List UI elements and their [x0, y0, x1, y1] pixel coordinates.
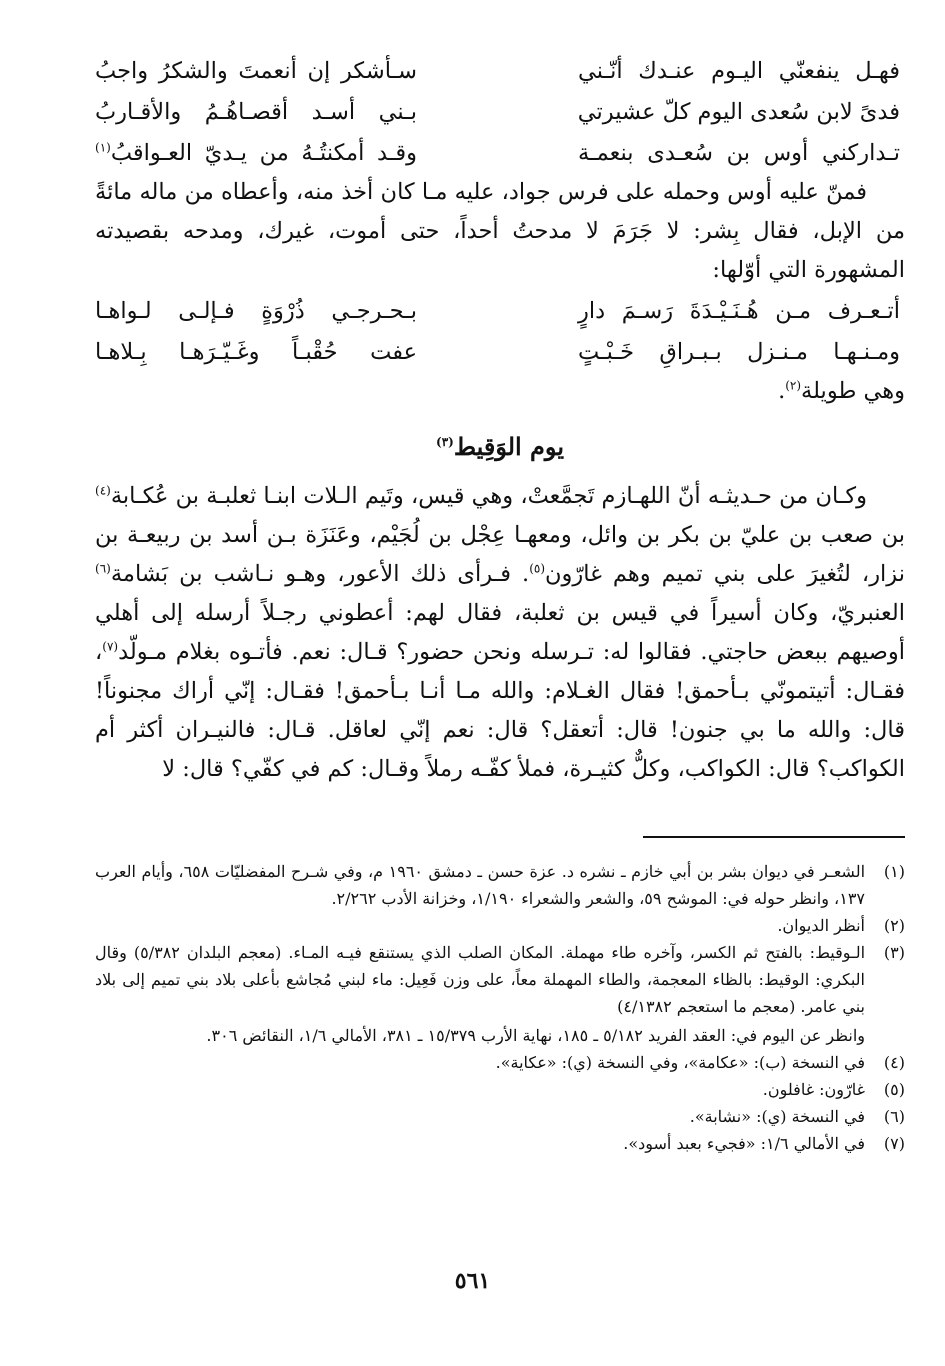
footnote-number: (٢)	[883, 916, 905, 935]
verse-line	[95, 132, 905, 173]
footnote	[95, 939, 905, 1020]
footnote-number: (١)	[883, 862, 905, 881]
footnote	[95, 912, 905, 939]
paragraph: فمنّ عليه أوس وحمله على فرس جواد، عليه مـا كان أخذ منه، وأعطاه من ماله مائةً من الإبل، فقال بِشر: لا جَرَمَ لا مدحتُ أحداً، حتى أموت، غيرك، ومدحه بقصيدته المشهورة التي أوّلها:	[95, 179, 905, 283]
paragraph	[95, 372, 905, 411]
footnote-number: (٤)	[883, 1053, 905, 1072]
verse-text: وقـد أمكنتُـهُ من يـديّ العـواقبُ	[110, 139, 417, 166]
verse-line	[95, 290, 905, 331]
footnote-text: في النسخة (ي): «نشابة».	[689, 1107, 865, 1126]
verse-second-hemistich: بـني أسـد أقصـاهُـمُ والأقـاربُ	[95, 98, 417, 125]
prose-block-1	[95, 173, 905, 290]
page-number: ٥٦١	[454, 1268, 491, 1294]
footnote-ref[interactable]: (٢)	[785, 378, 802, 393]
footnote-text: في النسخة (ب): «عكامة»، وفي النسخة (ي): «عكاية».	[495, 1053, 865, 1072]
verse-first-hemistich: فدىً لابن سُعدى اليوم كلّ عشيرتي	[577, 98, 900, 125]
footnote-ref[interactable]: (٥)	[529, 561, 546, 576]
verse-second-hemistich	[95, 140, 417, 166]
footnote-ref[interactable]: (١)	[95, 140, 111, 154]
footnote	[95, 858, 905, 912]
body-text: وكـان من حـديثـه أنّ اللهـازم تَجمَّعتْ، وهي قيس، وتَيم الـلات ابنـا ثعلبـة بن عُكـابة	[110, 483, 867, 509]
verse-second-hemistich: بـحـرجـي ذُرْوَةٍ فـإلـى لـواهـا	[95, 297, 417, 324]
verse-first-hemistich: فهـل ينفعنّي اليـوم عنـدك أنّـني	[578, 57, 900, 84]
heading-text: يوم الوَقِيط	[453, 432, 564, 461]
footnote	[95, 1130, 905, 1157]
footnote	[95, 1049, 905, 1076]
footnote-ref[interactable]: (٦)	[95, 561, 111, 576]
body-text: بن صعب بن عليّ بن بكر بن وائل، ومعهـا عِجْل بن لُجَيْم، وعَنَزَة بـن أسد بن ربيعـة بن نزار، لتُغيرَ على بني تميم وهم غارّون	[95, 522, 905, 587]
section-heading	[95, 427, 905, 467]
paragraph-text: وهي طويلة	[801, 378, 905, 404]
footnote-number: (٦)	[883, 1107, 905, 1126]
body-text: العنبريّ، وكان أسيراً في قيس بن ثعلبة، فقال لهم: أعطوني رجـلاً أرسله إلى أهلي أوصيهم ببعض حاجتي. فقالوا له: تـرسله ونحن حضور؟ قـال: نعم. فأتـوه بغلام مـولّد	[95, 600, 905, 665]
verse-first-hemistich: أتـعـرف مـن هُـنَـيْـدَةَ رَسـمَ دارٍ	[578, 297, 900, 324]
paragraph	[95, 477, 905, 789]
footnote-text: الشعـر في ديوان بشر بن أبي خازم ـ نشره د. عزة حسن ـ دمشق ١٩٦٠ م، وفي شـرح المفضليّات ٦٥٨، وأيام العرب ١٣٧، وانظر حوله في: الموشح ٥٩، والشعر والشعراء ١/١٩٠، وخزانة الأدب ٢/٢٦٢.	[95, 862, 866, 908]
footnote-text: الـوقيط: بالفتح ثم الكسر، وآخره طاء مهملة. المكان الصلب الذي يستنقع فيـه المـاء. (معجم البلدان ٥/٣٨٢) وقال البكري: الوقيط: بالظاء المعجمة، والطاء المهملة معاً، على وزن فَعِيل: ماء لبني مُجاشع بأعلى بلاد بني تميم إلى بلاد بني عامر. (معجم ما استعجم ٤/١٣٨٢)	[95, 943, 866, 1016]
footnote	[95, 1076, 905, 1103]
verse-line	[95, 91, 905, 132]
footnote-ref[interactable]: (٣)	[436, 435, 454, 449]
prose-block-2	[95, 372, 905, 411]
footnote-text: أنظر الديوان.	[777, 916, 865, 935]
footnote-number: (٥)	[883, 1080, 905, 1099]
footnote-text: غارّون: غافلون.	[762, 1080, 865, 1099]
verse-first-hemistich: ومـنـهـا مـنـزل بـبـراقِ خَـبْـتٍ	[578, 338, 900, 365]
footnote-number: (٧)	[883, 1134, 905, 1153]
footnotes	[95, 858, 905, 1157]
footnote-ref[interactable]: (٤)	[95, 483, 111, 498]
poem-verses-mid	[95, 290, 905, 372]
footnote	[95, 1103, 905, 1130]
footnote-continuation: وانظر عن اليوم في: العقد الفريد ٥/١٨٢ ـ ١٨٥، نهاية الأرب ١٥/٣٧٩ ـ ٣٨١، الأمالي ١/٦، النقائض ٣٠٦.	[206, 1026, 865, 1045]
footnote-ref[interactable]: (٧)	[102, 639, 119, 654]
poem-verses-top	[95, 50, 905, 173]
verse-first-hemistich: تـداركني أوس بن سُعـدى بنعمـة	[578, 139, 900, 166]
page-body	[95, 50, 905, 789]
full-stop: .	[778, 378, 786, 404]
footnote-separator	[643, 836, 905, 838]
verse-line	[95, 50, 905, 91]
body-text: . فـرأى ذلك الأعور، وهـو نـاشب بن بَشامة	[110, 561, 530, 587]
verse-line	[95, 331, 905, 372]
body-text: ، فقـال: أتيتمونّي بـأحمق! فقال الغـلام: والله مـا أنـا بـأحمق! فقـال: إنّي أراك مجنوناً! قال: والله ما بي جنون! قال: أتعقل؟ قال: نعم إنّي لعاقل. قـال: فالنيـران أكثر أم الكواكب؟ قال: الكواكب، وكلٌّ كثيـرة، فملأ كفّـه رملاً وقـال: كم في كفّي؟ قال: لا	[95, 639, 905, 782]
footnote-number: (٣)	[883, 943, 905, 962]
prose-block-3	[95, 477, 905, 789]
verse-second-hemistich: سـأشكر إن أنعمتَ والشكرُ واجبُ	[95, 57, 417, 84]
footnote-text: في الأمالي ١/٦: «فجيء بعبد أسود».	[623, 1134, 865, 1153]
verse-second-hemistich: عفت حُقْبـاً وغَـيّـرَهـا بِـلاهـا	[95, 338, 417, 365]
